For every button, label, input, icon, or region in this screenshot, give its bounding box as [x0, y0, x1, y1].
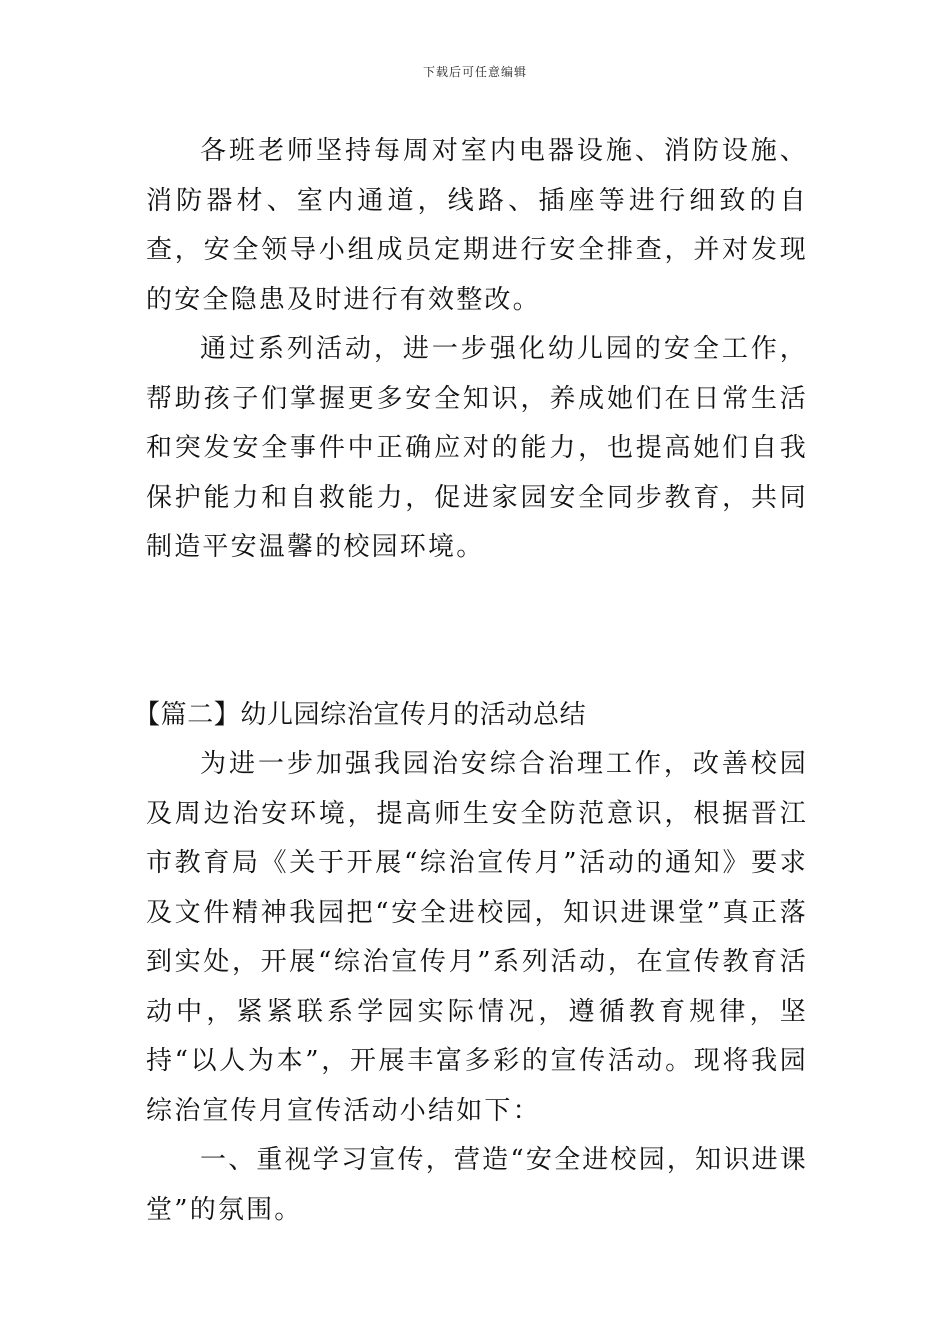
page-header-note: 下载后可任意编辑	[422, 65, 527, 79]
paragraph-campaign-intro: 为进一步加强我园治安综合治理工作，改善校园及周边治安环境，提高师生安全防范意识，根据晋江市教育局《关于开展“综治宣传月”活动的通知》要求及文件精神我园把“安全进校园，知识进课堂”真正落到实处，开展“综治宣传月”系列活动，在宣传教育活动中，紧紧联系学园实际情况，遵循教育规律，坚持“以人为本”，开展丰富多彩的宣传活动。现将我园综治宣传月宣传活动小结如下：	[146, 749, 808, 1126]
section-title: 【篇二】幼儿园综治宣传月的活动总结	[134, 699, 587, 730]
paragraph-safety-inspection: 各班老师坚持每周对室内电器设施、消防设施、消防器材、室内通道，线路、插座等进行细致的自查，安全领导小组成员定期进行安全排查，并对发现的安全隐患及时进行有效整改。	[146, 136, 808, 315]
section-gap	[146, 573, 808, 691]
paragraph-activity-summary: 通过系列活动，进一步强化幼儿园的安全工作，帮助孩子们掌握更多安全知识，养成她们在日常生活和突发安全事件中正确应对的能力，也提高她们自我保护能力和自救能力，促进家园安全同步教育，共同制造平安温馨的校园环境。	[146, 334, 808, 562]
document-body	[134, 127, 808, 1235]
paragraph-point-one: 一、重视学习宣传，营造“安全进校园，知识进课堂”的氛围。	[146, 1145, 808, 1225]
